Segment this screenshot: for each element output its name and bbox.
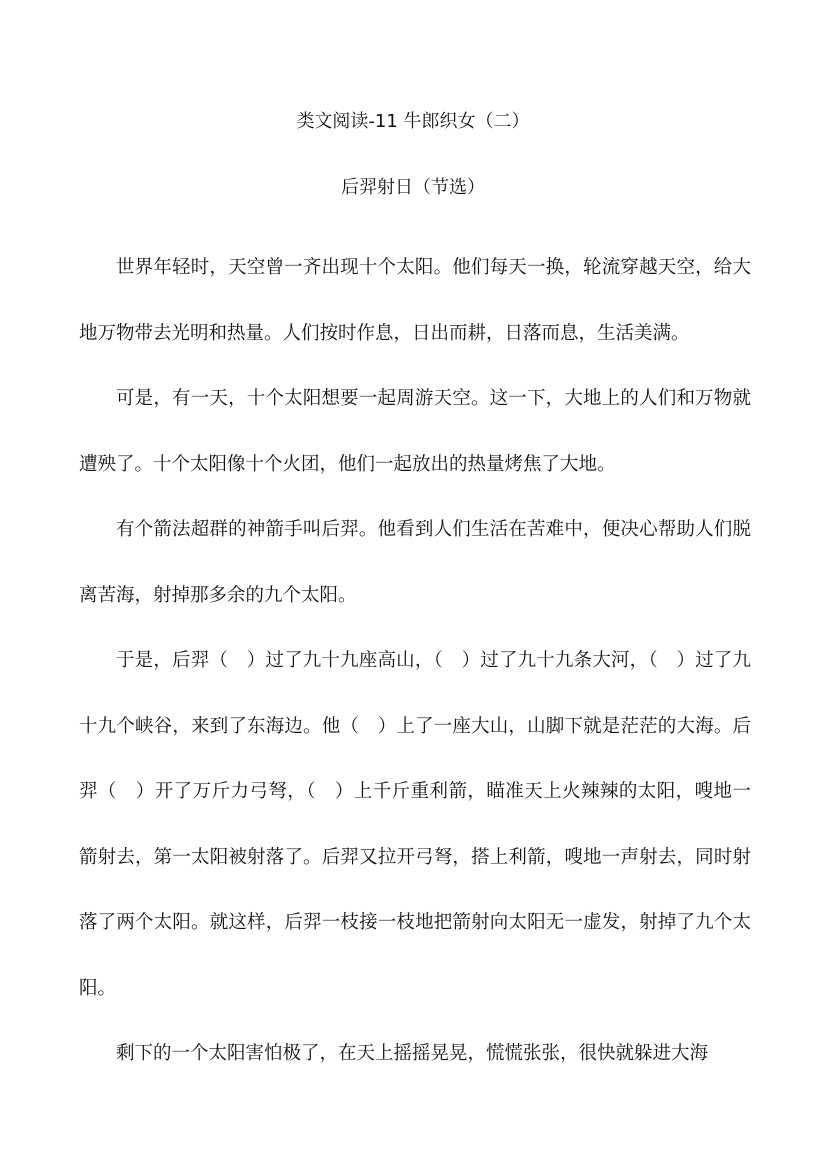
paragraph-1: 世界年轻时，天空曾一齐出现十个太阳。他们每天一换，轮流穿越天空，给大地万物带去光明和热量。人们按时作息，日出而耕，日落而息，生活美满。 xyxy=(79,257,751,344)
passage-title: 后羿射日（节选） xyxy=(341,177,485,198)
paragraph-2: 可是，有一天，十个太阳想要一起周游天空。这一下，大地上的人们和万物就遭殃了。十个太阳像十个火团，他们一起放出的热量烤焦了大地。 xyxy=(79,388,751,475)
paragraph-4: 于是，后羿（ ）过了九十九座高山，（ ）过了九十九条大河，（ ）过了九十九个峡谷，来到了东海边。他（ ）上了一座大山，山脚下就是茫茫的大海。后羿（ ）开了万斤力弓弩，（ ）上千斤重利箭，瞄准天上火辣辣的太阳，嗖地一箭射去，第一太阳被射落了。后羿又拉开弓弩，搭上利箭，嗖地一声射去，同时射落了两个太阳。就这样，后羿一枝接一枝地把箭射向太阳无一虚发，射掉了九个太阳。 xyxy=(79,650,751,999)
passage-body xyxy=(79,235,751,1087)
page-title: 类文阅读-11 牛郎织女（二） xyxy=(296,111,530,132)
paragraph-3: 有个箭法超群的神箭手叫后羿。他看到人们生活在苦难中，便决心帮助人们脱离苦海，射掉那多余的九个太阳。 xyxy=(79,519,751,606)
paragraph-5: 剩下的一个太阳害怕极了，在天上摇摇晃晃，慌慌张张，很快就躲进大海 xyxy=(116,1043,709,1064)
